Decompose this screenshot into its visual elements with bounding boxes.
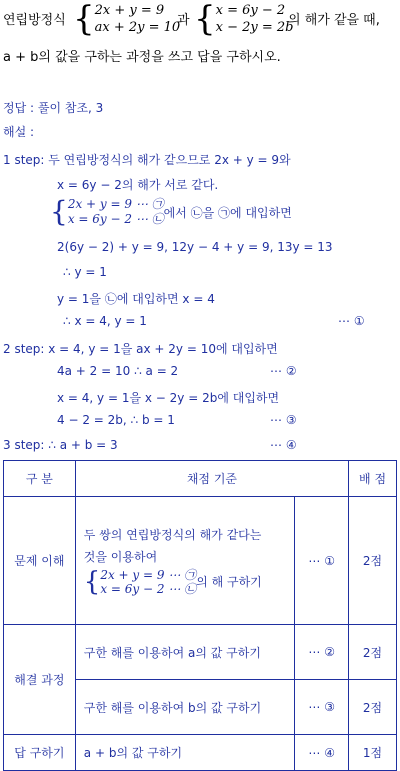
- section-understanding: 문제 이해: [4, 497, 76, 625]
- step-1-line2: x = 6y − 2의 해가 서로 같다.: [57, 178, 219, 192]
- answer-label: 정답 : 풀이 참조, 3: [3, 101, 104, 115]
- system-1: [73, 0, 181, 39]
- section-answer: 답 구하기: [4, 735, 76, 771]
- points-cell: 2점: [349, 497, 397, 625]
- step-system-eq1: 2x + y = 9 ⋯ ㉠: [67, 197, 164, 211]
- criterion-system-after: 의 해 구하기: [196, 575, 262, 589]
- section-solving: 해결 과정: [4, 625, 76, 735]
- system-1-eq2: ax + 2y = 10: [94, 20, 181, 35]
- step-2-a: 4a + 2 = 10 ∴ a = 2: [57, 364, 179, 378]
- system-2: [194, 0, 294, 39]
- table-row: [4, 625, 397, 680]
- step-1-solution: ∴ x = 4, y = 1: [63, 314, 147, 328]
- criterion-system: [84, 568, 262, 596]
- mark-cell: ⋯ ①: [295, 497, 349, 625]
- problem-suffix: 의 해가 같을 때,: [288, 13, 380, 28]
- criterion-line1: 두 쌍의 연립방정식의 해가 같다는: [83, 528, 262, 542]
- mark-1: ⋯ ①: [338, 314, 365, 328]
- criterion-cell: 구한 해를 이용하여 b의 값 구하기: [75, 680, 294, 735]
- step-1-y-result: ∴ y = 1: [63, 265, 107, 279]
- table-row: [4, 497, 397, 625]
- brace-icon: {: [83, 567, 101, 597]
- criterion-cell: a + b의 값 구하기: [75, 735, 294, 771]
- table-row: [4, 735, 397, 771]
- step-3-line: 3 step: ∴ a + b = 3: [3, 438, 118, 452]
- system-2-eq2: x − 2y = 2b: [215, 20, 294, 35]
- points-cell: 2점: [349, 680, 397, 735]
- brace-icon: {: [50, 195, 68, 228]
- system-2-eq1: x = 6y − 2: [215, 3, 286, 18]
- criterion-eq2: x = 6y − 2 ⋯ ㉡: [100, 582, 197, 596]
- mark-2: ⋯ ②: [270, 364, 297, 378]
- step-1-x-sub: y = 1을 ㉡에 대입하면 x = 4: [57, 292, 215, 306]
- criterion-cell: [75, 497, 294, 625]
- problem-prefix: 연립방정식: [3, 13, 66, 28]
- system-1-eq1: 2x + y = 9: [94, 3, 165, 18]
- brace-icon: {: [194, 0, 216, 39]
- header-criteria: 채점 기준: [75, 461, 348, 497]
- criterion-line2: 것을 이용하여: [83, 550, 158, 564]
- step-2-line: 2 step: x = 4, y = 1을 ax + 2y = 10에 대입하면: [3, 342, 278, 356]
- problem-connector: 과: [177, 13, 190, 28]
- header-category: 구 분: [4, 461, 76, 497]
- step-1-substitution: 2(6y − 2) + y = 9, 12y − 4 + y = 9, 13y = 13: [57, 240, 333, 254]
- step-1-system: [50, 197, 292, 227]
- problem-line2: a + b의 값을 구하는 과정을 쓰고 답을 구하시오.: [3, 50, 281, 65]
- mark-cell: ⋯ ④: [295, 735, 349, 771]
- criterion-cell: 구한 해를 이용하여 a의 값 구하기: [75, 625, 294, 680]
- step-system-after: 에서 ㉡을 ㉠에 대입하면: [163, 205, 292, 220]
- step-2-b-sub: x = 4, y = 1을 x − 2y = 2b에 대입하면: [57, 391, 280, 405]
- points-cell: 2점: [349, 625, 397, 680]
- points-cell: 1점: [349, 735, 397, 771]
- explanation-label: 해설 :: [3, 125, 35, 139]
- step-system-eq2: x = 6y − 2 ⋯ ㉡: [67, 212, 164, 226]
- mark-cell: ⋯ ③: [295, 680, 349, 735]
- mark-3: ⋯ ③: [270, 413, 297, 427]
- step-2-b: 4 − 2 = 2b, ∴ b = 1: [57, 413, 175, 427]
- criterion-eq1: 2x + y = 9 ⋯ ㉠: [100, 568, 197, 582]
- table-header-row: [4, 461, 397, 497]
- mark-cell: ⋯ ②: [295, 625, 349, 680]
- header-points: 배 점: [349, 461, 397, 497]
- brace-icon: {: [73, 0, 95, 39]
- step-1-line: 1 step: 두 연립방정식의 해가 같으므로 2x + y = 9와: [3, 153, 291, 167]
- mark-4: ⋯ ④: [270, 438, 297, 452]
- grading-table: [3, 460, 397, 771]
